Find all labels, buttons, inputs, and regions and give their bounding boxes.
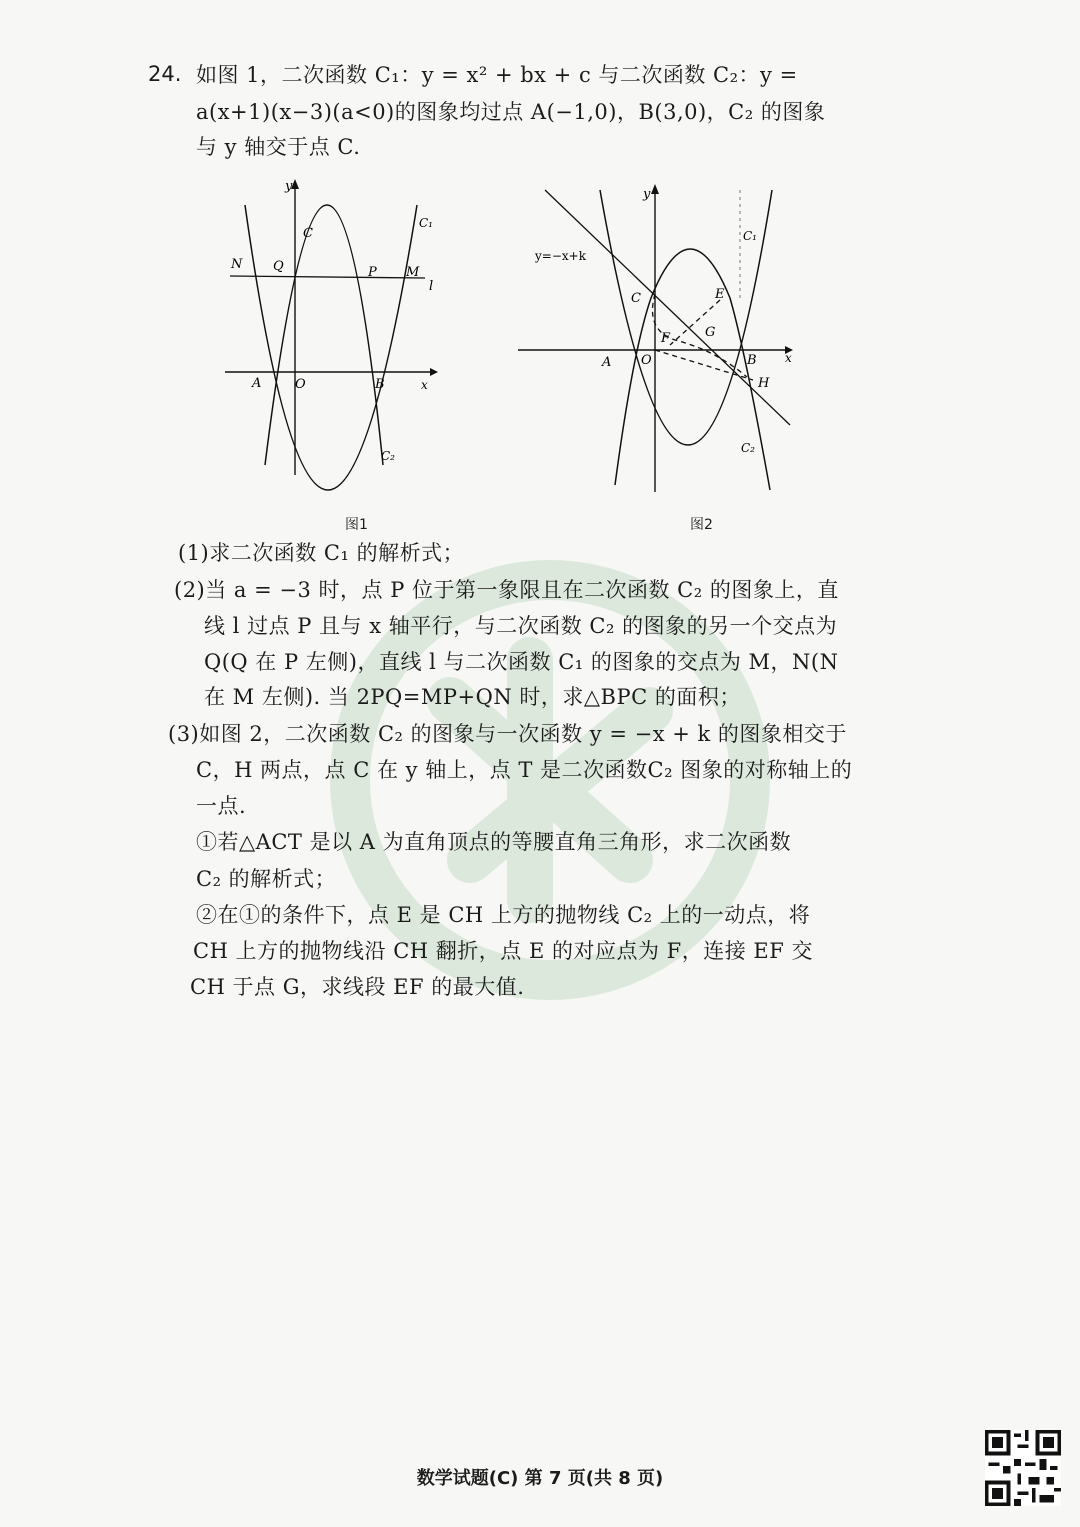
figure-1-caption: 图1 bbox=[345, 517, 368, 533]
part3-line-1: (3)如图 2，二次函数 C₂ 的图象与一次函数 y = −x + k 的图象相交于 bbox=[168, 722, 847, 746]
fig2-label-y: y bbox=[643, 187, 651, 202]
fig2-label-c: C bbox=[631, 291, 641, 306]
fig1-label-q: Q bbox=[273, 259, 284, 274]
fig1-label-o: O bbox=[295, 377, 306, 392]
fig2-label-c1: C₁ bbox=[743, 229, 757, 243]
sub2-line-1: ②在①的条件下，点 E 是 CH 上方的抛物线 C₂ 上的一动点，将 bbox=[196, 903, 811, 927]
fig2-label-e: E bbox=[715, 287, 725, 302]
fig2-line bbox=[545, 190, 790, 425]
fig2-label-c2: C₂ bbox=[741, 441, 755, 455]
fig1-label-m: M bbox=[406, 265, 420, 280]
fig1-label-c2: C₂ bbox=[381, 449, 395, 463]
fig2-label-b: B bbox=[747, 353, 757, 368]
part1-text: (1)求二次函数 C₁ 的解析式； bbox=[178, 541, 465, 565]
figure-2-caption: 图2 bbox=[690, 517, 713, 533]
intro-line-3: 与 y 轴交于点 C. bbox=[196, 135, 361, 159]
fig1-curve-c2 bbox=[265, 205, 383, 465]
sub2-line-2: CH 上方的抛物线沿 CH 翻折，点 E 的对应点为 F，连接 EF 交 bbox=[193, 939, 813, 963]
fig2-line-label: y=−x+k bbox=[535, 249, 586, 263]
fig2-label-h: H bbox=[758, 376, 770, 391]
fig2-label-a: A bbox=[602, 355, 612, 370]
fig1-curve-c1 bbox=[245, 205, 417, 490]
fig1-label-n: N bbox=[231, 257, 243, 272]
page-footer: 数学试题(C) 第 7 页(共 8 页) bbox=[416, 1468, 664, 1489]
question-number: 24. bbox=[148, 62, 182, 86]
part2-line-3: Q(Q 在 P 左侧)，直线 l 与二次函数 C₁ 的图象的交点为 M，N(N bbox=[204, 650, 839, 674]
fig1-label-a: A bbox=[252, 376, 262, 391]
fig1-label-y: y bbox=[285, 179, 293, 194]
figure-2 bbox=[515, 180, 805, 500]
sub1-line-1: ①若△ACT 是以 A 为直角顶点的等腰直角三角形，求二次函数 bbox=[196, 830, 792, 854]
fig1-label-b: B bbox=[375, 377, 385, 392]
part3-line-2: C，H 两点，点 C 在 y 轴上，点 T 是二次函数C₂ 图象的对称轴上的 bbox=[196, 758, 853, 782]
fig1-label-c: C bbox=[303, 226, 313, 241]
fig1-label-c1: C₁ bbox=[419, 216, 433, 230]
part2-line-4: 在 M 左侧). 当 2PQ=MP+QN 时，求△BPC 的面积； bbox=[204, 685, 741, 709]
qr-code bbox=[985, 1430, 1061, 1506]
part2-line-2: 线 l 过点 P 且与 x 轴平行，与二次函数 C₂ 的图象的另一个交点为 bbox=[204, 614, 838, 638]
sub1-line-2: C₂ 的解析式； bbox=[196, 867, 337, 891]
fig1-label-x: x bbox=[421, 378, 428, 392]
fig2-y-arrow bbox=[651, 184, 659, 194]
figure-1 bbox=[225, 175, 445, 495]
part3-line-3: 一点. bbox=[196, 794, 247, 818]
intro-line-2: a(x+1)(x−3)(a<0)的图象均过点 A(−1,0)，B(3,0)，C₂ 的图象 bbox=[196, 100, 826, 124]
sub2-line-3: CH 于点 G，求线段 EF 的最大值. bbox=[190, 975, 525, 999]
fig1-x-arrow bbox=[430, 368, 438, 376]
intro-line-1: 如图 1，二次函数 C₁：y = x² + bx + c 与二次函数 C₂：y = bbox=[196, 63, 798, 87]
part2-line-1: (2)当 a = −3 时，点 P 位于第一象限且在二次函数 C₂ 的图象上，直 bbox=[174, 578, 839, 602]
fig1-label-l: l bbox=[429, 279, 434, 294]
fig1-label-p: P bbox=[368, 265, 377, 280]
fig1-line-l bbox=[230, 276, 425, 278]
fig2-label-x: x bbox=[785, 351, 792, 365]
fig2-label-f: F bbox=[661, 331, 671, 346]
fig2-label-o: O bbox=[641, 353, 652, 368]
fig2-label-g: G bbox=[705, 325, 716, 340]
